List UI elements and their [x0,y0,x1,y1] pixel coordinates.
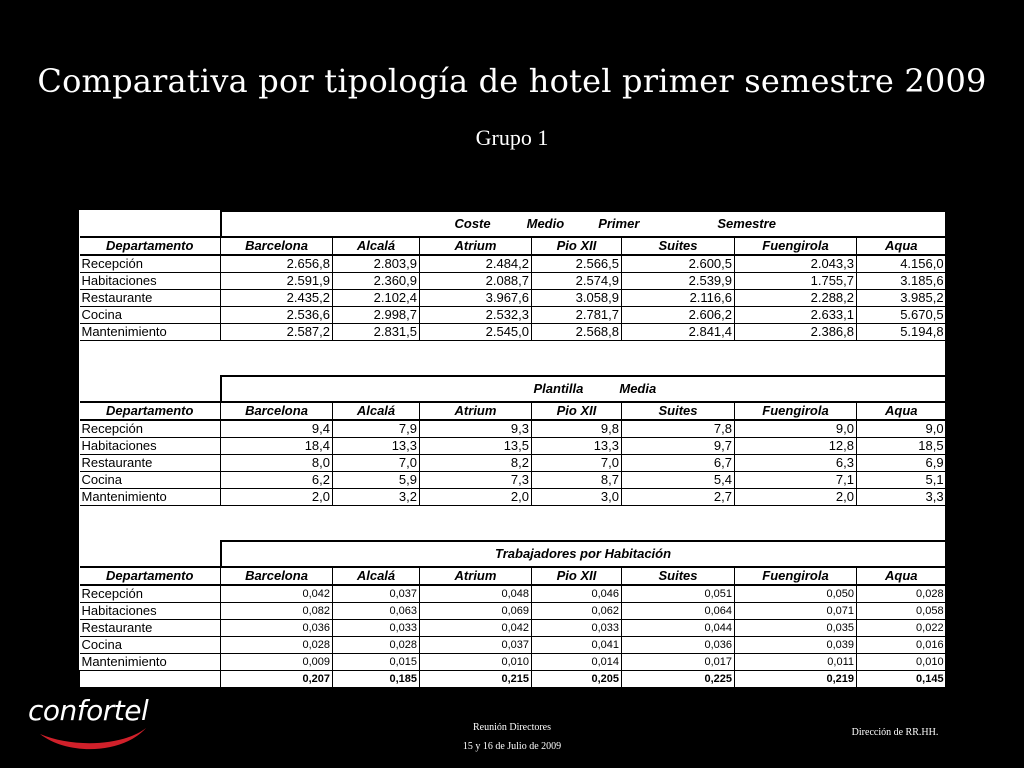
cell-value: 2,0 [420,489,532,506]
coste-caption-word: Coste [454,216,491,231]
cell-value: 9,4 [221,420,333,438]
cell-value: 2.484,2 [420,255,532,273]
cell-value: 0,039 [735,637,857,654]
cell-value: 2.435,2 [221,290,333,307]
table-row [80,307,946,324]
table-row [80,455,946,472]
cell-value: 8,7 [532,472,622,489]
column-header: Fuengirola [735,567,857,585]
cell-value: 0,082 [221,603,333,620]
footer-meeting [412,718,612,756]
trabajadores-banner [80,541,946,567]
row-label: Habitaciones [80,273,221,290]
cell-value: 7,3 [420,472,532,489]
cell-value: 0,011 [735,654,857,671]
total-value: 0,219 [735,671,857,688]
comparison-table [79,210,947,687]
cell-value: 0,028 [857,585,946,603]
table-row [80,585,946,603]
total-value: 0,207 [221,671,333,688]
cell-value: 0,058 [857,603,946,620]
cell-value: 0,051 [622,585,735,603]
column-header: Pio XII [532,567,622,585]
column-header: Pio XII [532,402,622,420]
cell-value: 5.194,8 [857,324,946,341]
total-value: 0,205 [532,671,622,688]
table-row [80,620,946,637]
row-label: Recepción [80,255,221,273]
cell-value: 6,3 [735,455,857,472]
column-header: Barcelona [221,402,333,420]
cell-value: 4.156,0 [857,255,946,273]
cell-value: 0,042 [221,585,333,603]
coste-banner-blank [80,211,221,237]
cell-value: 2.587,2 [221,324,333,341]
table-row [80,273,946,290]
table-row [80,472,946,489]
cell-value: 2.386,8 [735,324,857,341]
trabajadores-banner-blank [80,541,221,567]
table-row [80,654,946,671]
totals-label [80,671,221,688]
cell-value: 9,8 [532,420,622,438]
table-row [80,255,946,273]
cell-value: 0,022 [857,620,946,637]
cell-value: 0,010 [857,654,946,671]
row-label: Restaurante [80,620,221,637]
cell-value: 0,069 [420,603,532,620]
cell-value: 0,044 [622,620,735,637]
plantilla-caption-word: Media [619,381,657,396]
cell-value: 2.102,4 [333,290,420,307]
slide-subtitle: Grupo 1 [475,125,549,150]
cell-value: 5.670,5 [857,307,946,324]
table-row [80,290,946,307]
data-sheet [79,210,945,687]
cell-value: 0,016 [857,637,946,654]
plantilla-caption [221,376,946,402]
plantilla-banner-blank [80,376,221,402]
cell-value: 2.998,7 [333,307,420,324]
row-label: Mantenimiento [80,324,221,341]
cell-value: 2.360,9 [333,273,420,290]
cell-value: 2.781,7 [532,307,622,324]
cell-value: 3,3 [857,489,946,506]
cell-value: 2.116,6 [622,290,735,307]
column-header: Aqua [857,402,946,420]
cell-value: 18,5 [857,438,946,455]
cell-value: 0,037 [420,637,532,654]
plantilla-banner [80,376,946,402]
row-label: Recepción [80,585,221,603]
total-value: 0,215 [420,671,532,688]
section-gap [80,341,946,377]
cell-value: 13,3 [532,438,622,455]
cell-value: 0,042 [420,620,532,637]
row-label: Mantenimiento [80,489,221,506]
cell-value: 18,4 [221,438,333,455]
cell-value: 0,035 [735,620,857,637]
cell-value: 7,1 [735,472,857,489]
table-row [80,489,946,506]
column-header: Suites [622,402,735,420]
footer-meeting-title: Reunión Directores [472,722,552,733]
totals-row [80,671,946,688]
coste-caption-word: Semestre [717,216,776,231]
cell-value: 2.536,6 [221,307,333,324]
cell-value: 2,0 [735,489,857,506]
column-header: Fuengirola [735,237,857,255]
row-label: Habitaciones [80,438,221,455]
cell-value: 6,2 [221,472,333,489]
cell-value: 6,9 [857,455,946,472]
cell-value: 2.574,9 [532,273,622,290]
coste-caption [221,211,946,237]
cell-value: 0,015 [333,654,420,671]
cell-value: 9,0 [735,420,857,438]
coste-header-row [80,237,946,255]
cell-value: 0,009 [221,654,333,671]
coste-banner [80,211,946,237]
gap-cell [80,506,946,542]
logo-swoosh-icon [28,694,158,756]
column-header: Departamento [80,402,221,420]
cell-value: 3,0 [532,489,622,506]
cell-value: 0,041 [532,637,622,654]
row-label: Restaurante [80,455,221,472]
cell-value: 0,010 [420,654,532,671]
column-header: Suites [622,567,735,585]
cell-value: 0,071 [735,603,857,620]
cell-value: 13,5 [420,438,532,455]
cell-value: 3,2 [333,489,420,506]
footer-meeting-date: 15 y 16 de Julio de 2009 [462,741,562,752]
column-header: Barcelona [221,237,333,255]
cell-value: 2,7 [622,489,735,506]
table-row [80,420,946,438]
cell-value: 2.606,2 [622,307,735,324]
gap-cell [80,341,946,377]
column-header: Atrium [420,402,532,420]
footer-department: Dirección de RR.HH. [851,727,939,738]
table-row [80,438,946,455]
cell-value: 2.545,0 [420,324,532,341]
plantilla-caption-word: Plantilla [533,381,584,396]
table-row [80,637,946,654]
cell-value: 2.831,5 [333,324,420,341]
cell-value: 3.058,9 [532,290,622,307]
confortel-logo [28,694,158,756]
cell-value: 7,9 [333,420,420,438]
cell-value: 2.532,3 [420,307,532,324]
cell-value: 7,0 [532,455,622,472]
cell-value: 0,033 [333,620,420,637]
cell-value: 2.088,7 [420,273,532,290]
cell-value: 0,036 [622,637,735,654]
column-header: Departamento [80,567,221,585]
cell-value: 2.043,3 [735,255,857,273]
total-value: 0,225 [622,671,735,688]
section-gap [80,506,946,542]
cell-value: 2.288,2 [735,290,857,307]
cell-value: 12,8 [735,438,857,455]
cell-value: 5,1 [857,472,946,489]
logo-wordmark: confortel [28,694,149,727]
cell-value: 3.985,2 [857,290,946,307]
column-header: Aqua [857,567,946,585]
trabajadores-header-row [80,567,946,585]
cell-value: 9,3 [420,420,532,438]
cell-value: 0,062 [532,603,622,620]
cell-value: 2.566,5 [532,255,622,273]
cell-value: 6,7 [622,455,735,472]
row-label: Restaurante [80,290,221,307]
column-header: Pio XII [532,237,622,255]
cell-value: 0,017 [622,654,735,671]
cell-value: 2.600,5 [622,255,735,273]
cell-value: 0,014 [532,654,622,671]
cell-value: 0,028 [333,637,420,654]
cell-value: 7,8 [622,420,735,438]
cell-value: 0,050 [735,585,857,603]
cell-value: 0,033 [532,620,622,637]
cell-value: 3.185,6 [857,273,946,290]
column-header: Fuengirola [735,402,857,420]
cell-value: 0,036 [221,620,333,637]
column-header: Suites [622,237,735,255]
coste-caption-word: Medio [526,216,565,231]
cell-value: 8,2 [420,455,532,472]
cell-value: 7,0 [333,455,420,472]
column-header: Barcelona [221,567,333,585]
column-header: Alcalá [333,567,420,585]
cell-value: 2.656,8 [221,255,333,273]
cell-value: 9,7 [622,438,735,455]
table-row [80,603,946,620]
column-header: Departamento [80,237,221,255]
cell-value: 3.967,6 [420,290,532,307]
column-header: Aqua [857,237,946,255]
row-label: Cocina [80,307,221,324]
cell-value: 0,064 [622,603,735,620]
cell-value: 0,028 [221,637,333,654]
column-header: Alcalá [333,402,420,420]
cell-value: 2.591,9 [221,273,333,290]
cell-value: 13,3 [333,438,420,455]
cell-value: 0,046 [532,585,622,603]
cell-value: 2,0 [221,489,333,506]
row-label: Cocina [80,472,221,489]
cell-value: 8,0 [221,455,333,472]
cell-value: 2.539,9 [622,273,735,290]
cell-value: 9,0 [857,420,946,438]
total-value: 0,185 [333,671,420,688]
row-label: Habitaciones [80,603,221,620]
row-label: Cocina [80,637,221,654]
cell-value: 5,4 [622,472,735,489]
column-header: Alcalá [333,237,420,255]
row-label: Mantenimiento [80,654,221,671]
cell-value: 2.803,9 [333,255,420,273]
plantilla-header-row [80,402,946,420]
cell-value: 0,063 [333,603,420,620]
trabajadores-caption: Trabajadores por Habitación [221,541,946,567]
column-header: Atrium [420,237,532,255]
cell-value: 2.568,8 [532,324,622,341]
cell-value: 2.841,4 [622,324,735,341]
coste-caption-word: Primer [598,216,640,231]
row-label: Recepción [80,420,221,438]
total-value: 0,145 [857,671,946,688]
column-header: Atrium [420,567,532,585]
cell-value: 5,9 [333,472,420,489]
cell-value: 2.633,1 [735,307,857,324]
cell-value: 0,037 [333,585,420,603]
table-row [80,324,946,341]
slide-title: Comparativa por tipología de hotel primer semestre 2009 [37,62,987,100]
cell-value: 0,048 [420,585,532,603]
cell-value: 1.755,7 [735,273,857,290]
